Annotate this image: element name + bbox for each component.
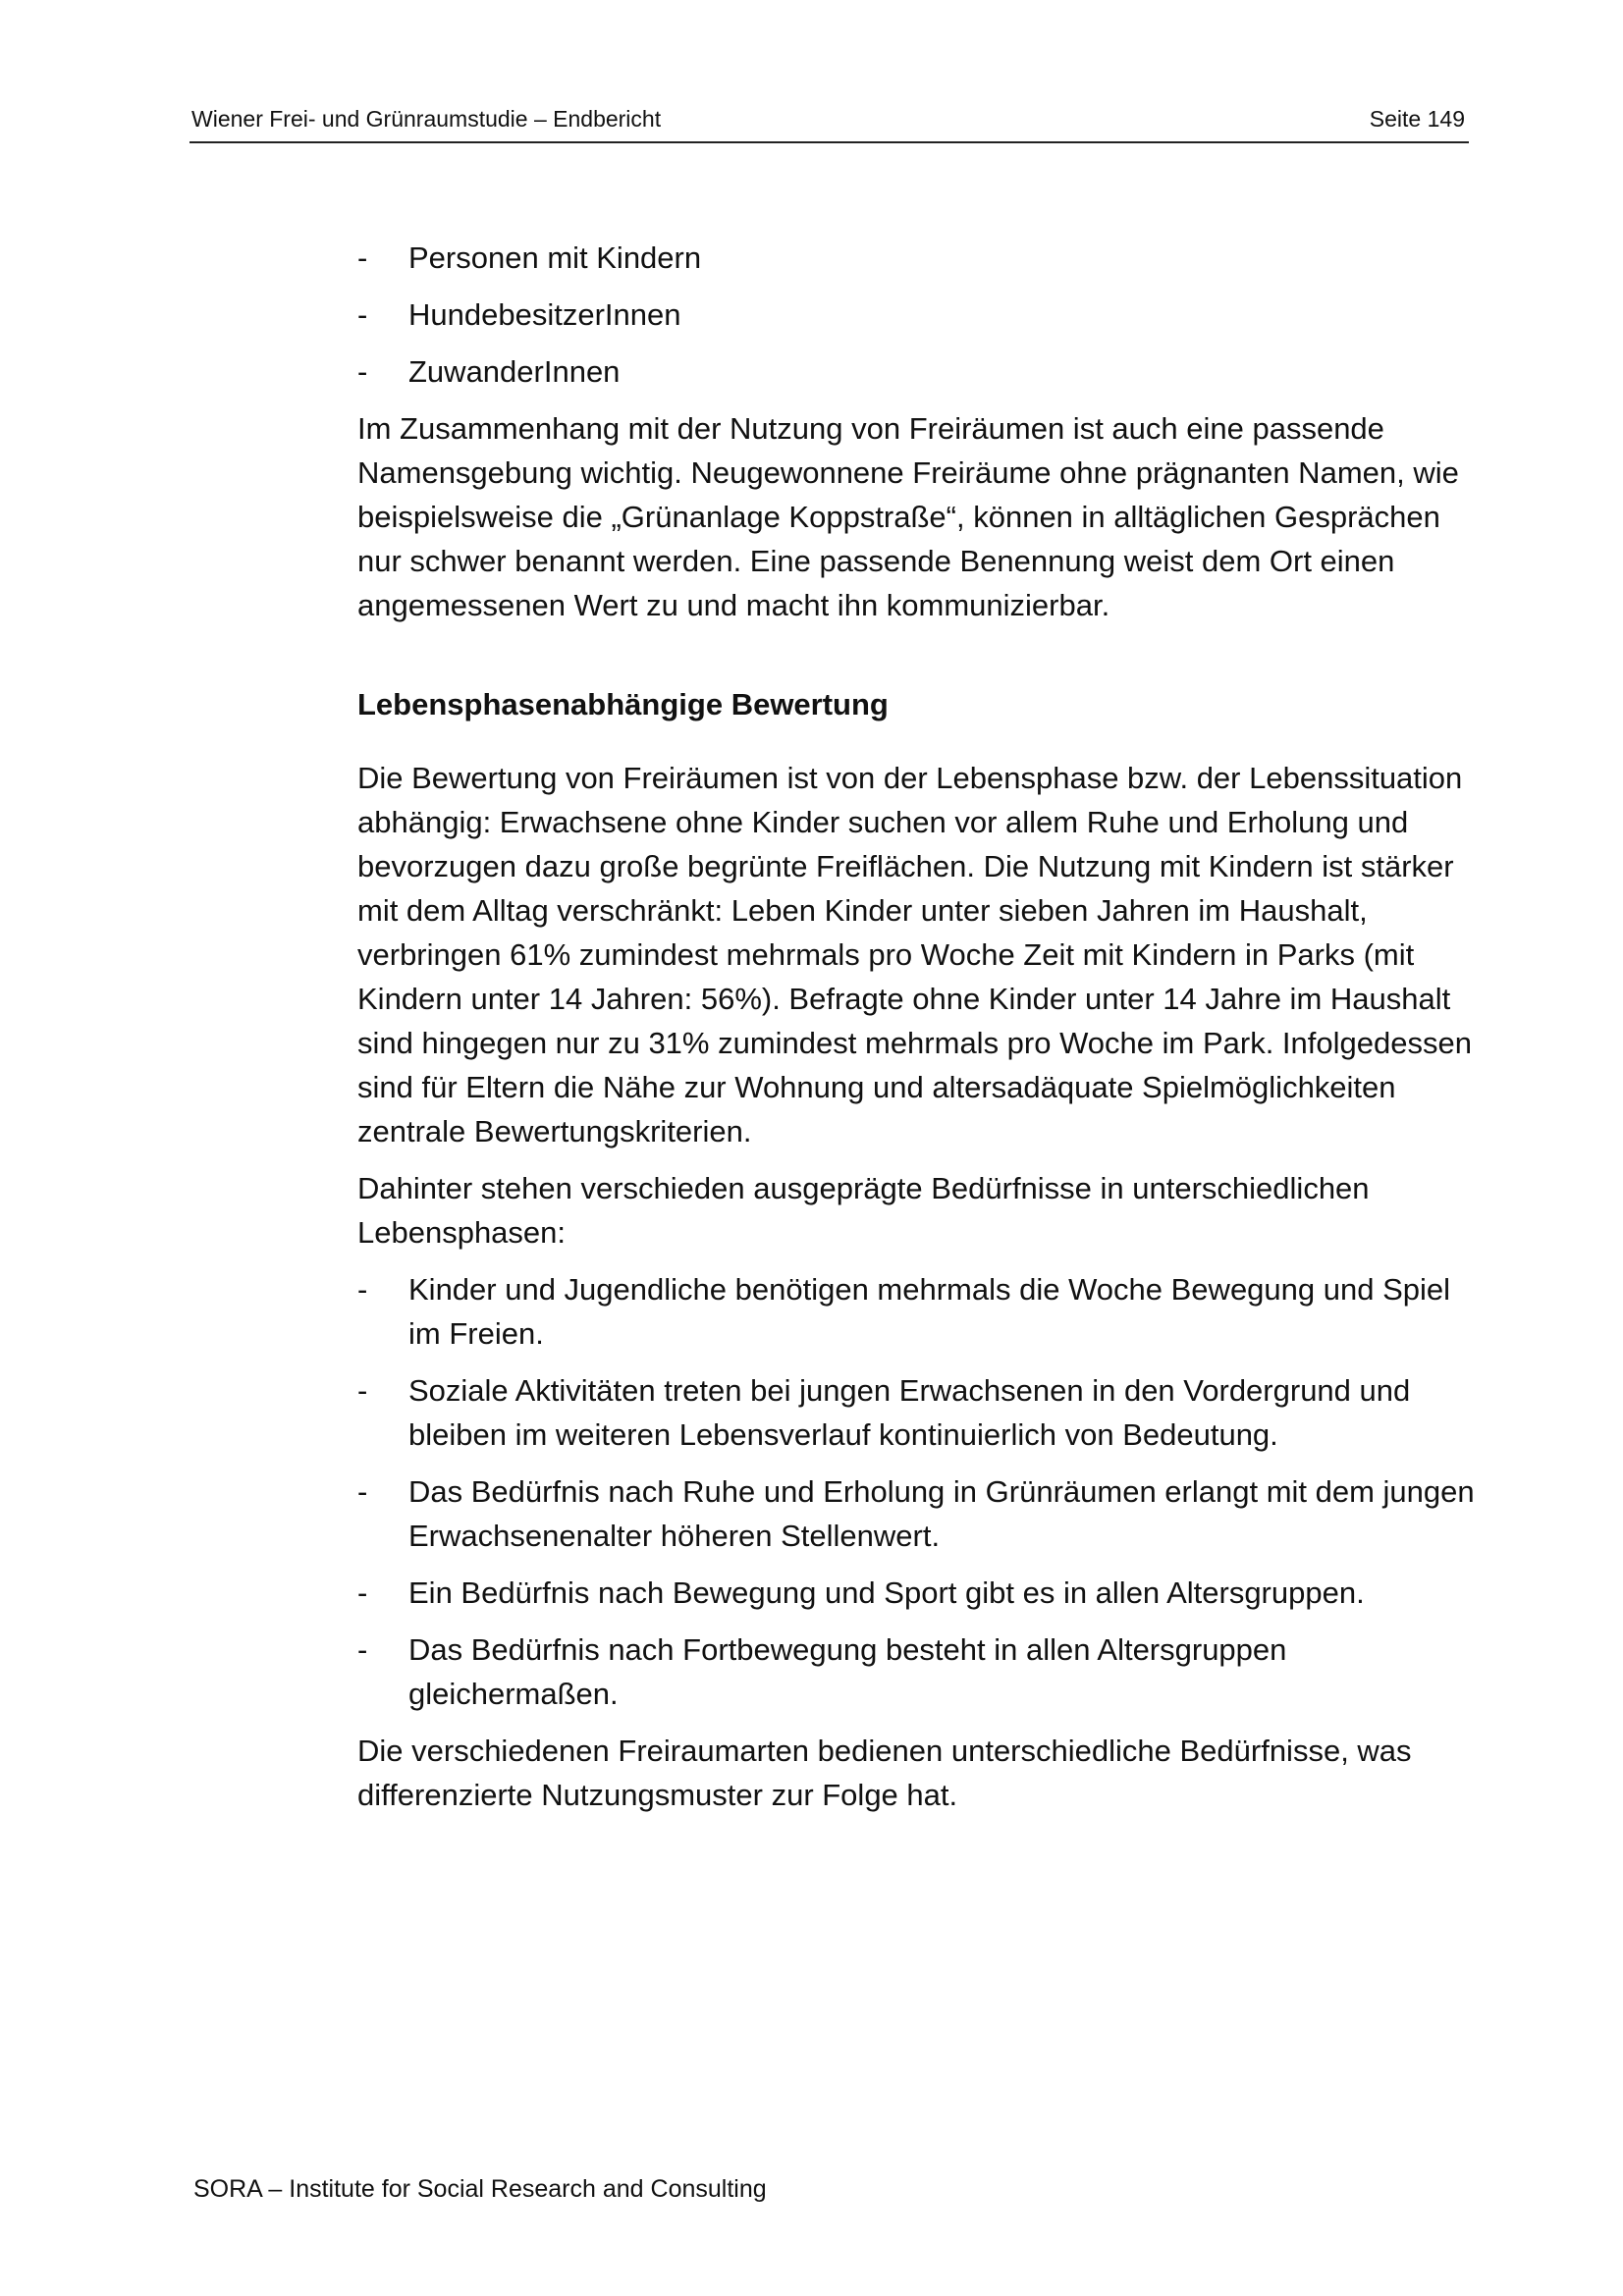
needs-list xyxy=(357,1267,1477,1716)
page-number: Seite 149 xyxy=(1369,106,1465,132)
bullet-dash: - xyxy=(357,240,368,275)
main-content xyxy=(357,236,1477,1830)
list-item-text: HundebesitzerInnen xyxy=(408,297,681,332)
page-header xyxy=(189,102,1469,143)
list-item-text: Ein Bedürfnis nach Bewegung und Sport gibt es in allen Altersgruppen. xyxy=(408,1575,1365,1610)
bullet-dash: - xyxy=(357,1632,368,1667)
list-item-text: Personen mit Kindern xyxy=(408,240,702,275)
bullet-dash: - xyxy=(357,1474,368,1509)
bullet-dash: - xyxy=(357,354,368,389)
list-item xyxy=(357,1267,1477,1356)
list-item xyxy=(357,349,1477,394)
bullet-dash: - xyxy=(357,1272,368,1307)
list-item-text: Kinder und Jugendliche benötigen mehrmals die Woche Bewegung und Spiel im Freien. xyxy=(408,1272,1451,1351)
bullet-dash: - xyxy=(357,297,368,332)
target-groups-list xyxy=(357,236,1477,394)
page-footer: SORA – Institute for Social Research and Consulting xyxy=(193,2175,767,2203)
document-title: Wiener Frei- und Grünraumstudie – Endbericht xyxy=(191,106,662,132)
bullet-dash: - xyxy=(357,1373,368,1408)
paragraph-needs-intro: Dahinter stehen verschieden ausgeprägte Bedürfnisse in unterschiedlichen Lebensphasen: xyxy=(357,1171,1370,1250)
section-heading: Lebensphasenabhängige Bewertung xyxy=(357,687,889,721)
bullet-dash: - xyxy=(357,1575,368,1610)
list-item xyxy=(357,236,1477,280)
list-item-text: ZuwanderInnen xyxy=(408,354,621,389)
paragraph-life-phase: Die Bewertung von Freiräumen ist von der Lebensphase bzw. der Lebenssituation abhängig: Erwachsene ohne Kinder suchen vor allem Ruhe und Erholung und bevorzugen dazu große begrünte Freiflächen. Die Nutzung mit Kindern ist stärker mit dem Alltag verschränkt: Leben Kinder unter sieben Jahren im Haushalt, verbringen 61% zumindest mehrmals pro Woche Zeit mit Kindern in Parks (mit Kindern unter 14 Jahren: 56%). Befragte ohne Kinder unter 14 Jahre im Haushalt sind hingegen nur zu 31% zumindest mehrmals pro Woche im Park. Infolgedessen sind für Eltern die Nähe zur Wohnung und altersadäquate Spielmöglichkeiten zentrale Bewertungskriterien. xyxy=(357,761,1472,1148)
list-item-text: Das Bedürfnis nach Fortbewegung besteht in allen Altersgruppen gleichermaßen. xyxy=(408,1632,1287,1711)
list-item xyxy=(357,1628,1477,1716)
list-item-text: Soziale Aktivitäten treten bei jungen Erwachsenen in den Vordergrund und bleiben im weiteren Lebensverlauf kontinuierlich von Bedeutung. xyxy=(408,1373,1411,1452)
paragraph-conclusion: Die verschiedenen Freiraumarten bedienen unterschiedliche Bedürfnisse, was differenzierte Nutzungsmuster zur Folge hat. xyxy=(357,1734,1412,1812)
list-item xyxy=(357,293,1477,337)
list-item xyxy=(357,1571,1477,1615)
list-item-text: Das Bedürfnis nach Ruhe und Erholung in Grünräumen erlangt mit dem jungen Erwachsenenalter höheren Stellenwert. xyxy=(408,1474,1475,1553)
list-item xyxy=(357,1469,1477,1558)
paragraph-naming: Im Zusammenhang mit der Nutzung von Freiräumen ist auch eine passende Namensgebung wichtig. Neugewonnene Freiräume ohne prägnanten Namen, wie beispielsweise die „Grünanlage Koppstraße“, können in alltäglichen Gesprächen nur schwer benannt werden. Eine passende Benennung weist dem Ort einen angemessenen Wert zu und macht ihn kommunizierbar. xyxy=(357,411,1459,622)
list-item xyxy=(357,1368,1477,1457)
